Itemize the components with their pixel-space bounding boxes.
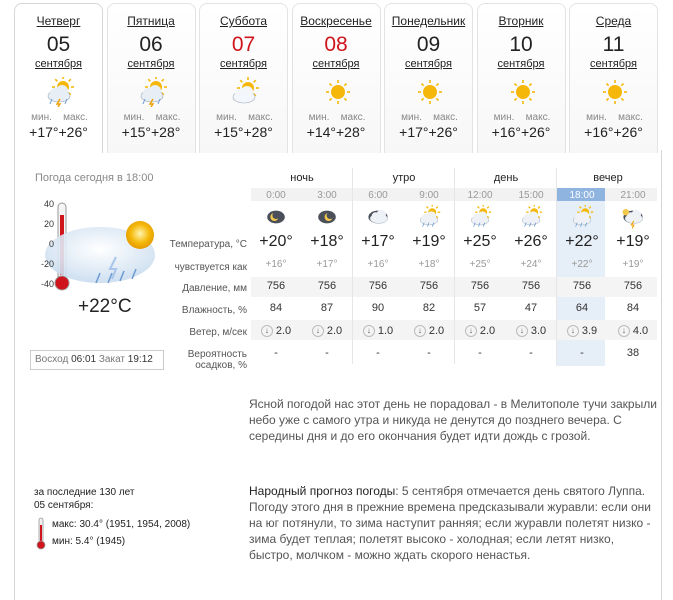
history-max-label: макс: (52, 519, 77, 530)
hour-pressure: 756 (368, 280, 388, 292)
hour-humidity: 87 (320, 302, 334, 314)
period-0: ночь (290, 172, 314, 184)
wind-direction-icon: ↓ (567, 325, 579, 337)
minmax-labels (15, 112, 102, 123)
wind-direction-icon: ↓ (516, 325, 528, 337)
hour-precip: - (529, 347, 533, 359)
day-number: 08 (324, 33, 348, 56)
day-min-temp: +15° (121, 124, 151, 140)
day-name[interactable]: Среда (595, 14, 632, 28)
day-number: 07 (231, 33, 256, 56)
day-max-temp: +26° (613, 124, 643, 140)
day-number: 06 (139, 33, 163, 56)
day-tab-05[interactable] (14, 3, 103, 153)
hour-pressure: 756 (623, 280, 643, 292)
max-label: макс. (340, 112, 366, 123)
row-label-pressure: Давление, мм (182, 283, 247, 294)
wind-speed: 2.0 (275, 325, 292, 337)
row-label-humidity: Влажность, % (181, 305, 247, 316)
hour-wind (506, 324, 556, 337)
hour-feels: +24° (520, 259, 542, 270)
hour-feels: +16° (367, 259, 389, 270)
wind-speed: 3.0 (530, 325, 547, 337)
wind-speed: 2.0 (479, 325, 496, 337)
hour-humidity: 82 (422, 302, 436, 314)
hour-label: 21:00 (620, 190, 646, 201)
hour-precip: - (274, 347, 278, 359)
day-min-temp: +16° (491, 124, 521, 140)
sun-icon (506, 77, 540, 107)
min-label: мин. (493, 112, 515, 123)
day-name[interactable]: Четверг (36, 14, 81, 28)
hour-wind (455, 324, 505, 337)
day-max-temp: +26° (521, 124, 551, 140)
day-temps (478, 124, 565, 140)
max-label: макс. (155, 112, 181, 123)
row-label-feels: чувствуется как (174, 262, 247, 273)
hour-feels: +17° (316, 259, 338, 270)
day-month[interactable]: сентября (35, 58, 82, 70)
min-label: мин. (123, 112, 145, 123)
hour-humidity: 57 (473, 302, 487, 314)
scale-label: 0 (48, 239, 54, 249)
day-month[interactable]: сентября (497, 58, 545, 70)
hour-humidity: 64 (575, 302, 589, 314)
scale-label: 20 (43, 219, 54, 229)
day-min-temp: +15° (214, 124, 244, 140)
history-period: за последние 130 лет (34, 487, 135, 498)
storm-cloud-icon (619, 205, 647, 229)
wind-speed: 2.0 (326, 325, 343, 337)
folk-forecast-text: : 5 сентября отмечается день святого Луппа. Погоду этого дня в прежние времена предсказывали журавли: если они на юг потянули, то зима наступит ранняя; если журавли полетят низко - зима будет теплая; полетят высоко - холодная; если летят низко, быстро, молчком - можно ждать скорого ненастья. (249, 484, 651, 562)
history-min-value: 5.4° (75, 536, 94, 547)
folk-forecast-title: Народный прогноз погоды (249, 484, 396, 498)
hour-humidity: 90 (371, 302, 385, 314)
hour-temp: +25° (463, 233, 497, 250)
thermometer-icon (36, 517, 46, 550)
minmax-labels (200, 112, 287, 123)
hour-label: 15:00 (518, 190, 544, 201)
day-month[interactable]: сентября (590, 58, 637, 70)
day-tab-10[interactable] (477, 3, 566, 153)
min-label: мин. (31, 112, 52, 123)
day-month[interactable]: сентября (127, 58, 175, 70)
row-label-temp: Температура, °C (169, 239, 247, 250)
wind-direction-icon: ↓ (414, 325, 426, 337)
sunset-time: 19:12 (127, 354, 153, 365)
hour-wind (557, 324, 607, 337)
day-number: 10 (509, 33, 533, 56)
day-month[interactable]: сентября (312, 58, 360, 70)
day-temps (200, 124, 287, 140)
cloud-icon (364, 205, 392, 229)
scale-label: -20 (40, 259, 54, 269)
history-min (52, 536, 125, 547)
min-label: мин. (401, 112, 422, 123)
day-month[interactable]: сентября (220, 58, 267, 70)
hour-feels: +19° (622, 259, 644, 270)
hour-precip: - (325, 347, 329, 359)
day-tab-08[interactable] (292, 3, 381, 153)
day-tab-09[interactable] (384, 3, 473, 153)
day-min-temp: +17° (399, 124, 429, 140)
day-name[interactable]: Вторник (498, 14, 544, 28)
hour-pressure: 756 (572, 280, 592, 292)
history-max-value: 30.4° (79, 519, 103, 530)
max-label: макс. (63, 112, 88, 123)
hour-temp: +26° (514, 233, 548, 250)
day-name[interactable]: Понедельник (391, 14, 466, 28)
hour-label: 0:00 (266, 190, 286, 201)
day-tab-06[interactable] (107, 3, 196, 153)
wind-direction-icon: ↓ (618, 325, 630, 337)
max-label: макс. (525, 112, 551, 123)
partly-cloudy-rain-icon (466, 205, 494, 229)
day-min-temp: +16° (584, 124, 614, 140)
wind-direction-icon: ↓ (261, 325, 273, 337)
min-label: мин. (216, 112, 237, 123)
hour-pressure: 756 (266, 280, 286, 292)
hour-feels: +22° (571, 259, 593, 270)
day-temps (385, 124, 472, 140)
min-label: мин. (308, 112, 330, 123)
history-min-years: (1945) (96, 536, 126, 547)
day-min-temp: +17° (29, 124, 59, 140)
history-max-years: (1951, 1954, 2008) (105, 519, 191, 530)
period-1: утро (392, 172, 416, 184)
hour-temp: +18° (310, 233, 344, 250)
day-tabs (14, 0, 662, 152)
min-label: мин. (586, 112, 607, 123)
hour-wind (608, 324, 658, 337)
moon-icon (313, 205, 341, 229)
hour-label: 3:00 (317, 190, 337, 201)
hour-humidity: 84 (626, 302, 640, 314)
wind-speed: 2.0 (428, 325, 445, 337)
minmax-labels (108, 112, 195, 123)
partly-cloudy-rain-icon (517, 205, 545, 229)
wind-speed: 4.0 (632, 325, 649, 337)
day-max-temp: +26° (428, 124, 458, 140)
day-name[interactable]: Суббота (220, 14, 267, 28)
hour-wind (302, 324, 352, 337)
max-label: макс. (618, 112, 643, 123)
row-label-wind: Ветер, м/сек (189, 327, 247, 338)
current-temperature: +22°C (78, 296, 132, 317)
hour-temp: +19° (616, 233, 650, 250)
hour-precip: - (478, 347, 482, 359)
history-min-label: мин: (52, 536, 73, 547)
hour-label: 9:00 (419, 190, 439, 201)
sunset-label: Закат (98, 354, 126, 365)
today-label: Погода сегодня в 18:00 (35, 172, 154, 184)
hour-humidity: 47 (524, 302, 538, 314)
day-temps (570, 124, 657, 140)
minmax-labels (478, 112, 565, 123)
hour-precip: - (427, 347, 431, 359)
hour-pressure: 756 (317, 280, 337, 292)
hour-wind (353, 324, 403, 337)
scale-label: 40 (43, 199, 54, 209)
day-max-temp: +28° (243, 124, 273, 140)
wind-direction-icon: ↓ (312, 325, 324, 337)
hour-label: 18:00 (569, 190, 595, 201)
row-label-precip_2: осадков, % (195, 360, 247, 371)
wind-speed: 1.0 (377, 325, 394, 337)
period-2: день (493, 172, 519, 184)
sunrise-label: Восход (35, 354, 69, 365)
sunrise-sunset (30, 350, 164, 370)
minmax-labels (385, 112, 472, 123)
wind-direction-icon: ↓ (465, 325, 477, 337)
row-label-precip_1: Вероятность (187, 349, 247, 360)
hour-label: 6:00 (368, 190, 388, 201)
hour-feels: +25° (469, 259, 491, 270)
hour-precip: - (376, 347, 380, 359)
day-min-temp: +14° (306, 124, 336, 140)
hour-pressure: 756 (521, 280, 541, 292)
day-temps (293, 124, 380, 140)
hour-temp: +22° (565, 233, 599, 250)
day-tab-11[interactable] (569, 3, 658, 153)
partly-cloudy-icon (228, 77, 262, 107)
partly-cloudy-storm-icon (136, 77, 170, 107)
day-number: 05 (46, 33, 71, 56)
day-number: 09 (416, 33, 441, 56)
day-max-temp: +26° (58, 124, 88, 140)
scale-label: -40 (40, 279, 54, 289)
partly-cloudy-rain-icon (568, 205, 596, 229)
partly-cloudy-storm-icon (43, 77, 77, 107)
day-name[interactable]: Воскресенье (300, 14, 372, 28)
hour-feels: +18° (418, 259, 440, 270)
partly-cloudy-rain-icon (415, 205, 443, 229)
hour-temp: +19° (412, 233, 446, 250)
hour-temp: +20° (259, 233, 293, 250)
period-3: вечер (593, 172, 623, 184)
moon-cloud-icon (262, 205, 290, 229)
day-max-temp: +28° (151, 124, 181, 140)
day-tab-07[interactable] (199, 3, 288, 153)
history-date: 05 сентября: (34, 500, 94, 511)
hour-pressure: 756 (419, 280, 439, 292)
hour-precip: - (580, 347, 584, 359)
weather-description: Ясной погодой нас этот день не порадовал - в Мелитополе тучи закрыли небо уже с самого утра и никуда не денутся до позднего вечера. С середины дня и до его окончания будет идти дождь с грозой. (249, 397, 657, 443)
day-month[interactable]: сентября (405, 58, 452, 70)
sun-icon (321, 77, 355, 107)
hour-pressure: 756 (470, 280, 490, 292)
hour-humidity: 84 (269, 302, 283, 314)
sun-icon (598, 77, 632, 107)
history-max (52, 519, 190, 530)
day-temps (108, 124, 195, 140)
max-label: макс. (248, 112, 273, 123)
minmax-labels (293, 112, 380, 123)
hour-precip: 38 (626, 347, 640, 359)
hour-temp: +17° (361, 233, 395, 250)
max-label: макс. (433, 112, 458, 123)
hour-feels: +16° (265, 259, 287, 270)
sunrise-time: 06:01 (71, 354, 97, 365)
hour-wind (404, 324, 454, 337)
day-number: 11 (602, 33, 625, 56)
minmax-labels (570, 112, 657, 123)
folk-forecast (249, 483, 659, 563)
hour-label: 12:00 (467, 190, 493, 201)
day-temps (15, 124, 102, 140)
hour-wind (251, 324, 301, 337)
wind-direction-icon: ↓ (363, 325, 375, 337)
sun-icon (413, 77, 447, 107)
day-max-temp: +28° (336, 124, 366, 140)
day-name[interactable]: Пятница (127, 14, 175, 28)
wind-speed: 3.9 (581, 325, 598, 337)
